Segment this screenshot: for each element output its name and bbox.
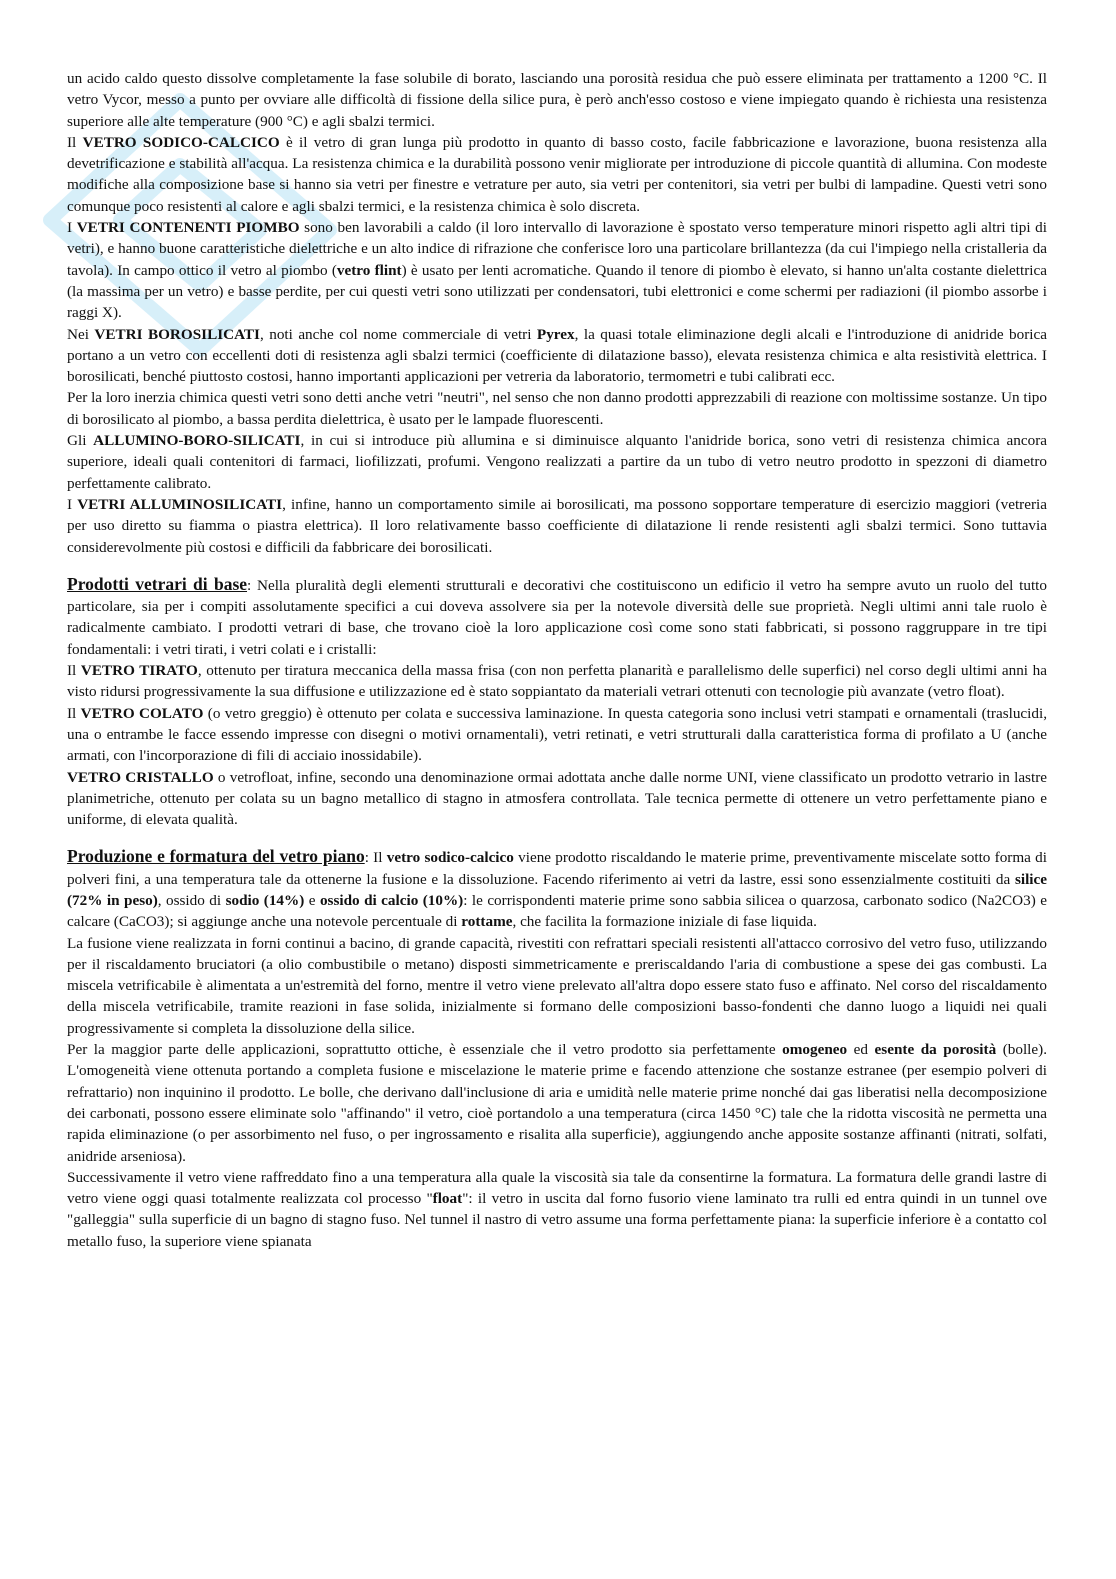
term-vetri-alluminosilicati: VETRI ALLUMINOSILICATI (77, 495, 283, 513)
paragraph-allumino-boro-silicati: Gli ALLUMINO-BORO-SILICATI, in cui si introduce più allumina e si diminuisce alquanto l'anidride borica, sono vetri di resistenza chimica ancora superiore, ideali quali contenitori di farmaci, liofilizzati, profumi. Vengono realizzati a partire da un tubo di vetro neutro prodotto in spezzoni di diametro perfettamente calibrato. (67, 432, 1047, 492)
heading-prodotti-vetrari: Prodotti vetrari di base (67, 573, 248, 594)
term-silice: silice (72% in peso) (67, 870, 1047, 909)
paragraph-sodico-calcico: Il VETRO SODICO-CALCICO è il vetro di gran lunga più prodotto in quanto di basso costo, facile fabbricazione e lavorazione, buona resistenza alla devetrificazione e stabilità all'acqua. La resistenza chimica e la durabilità possono venir migliorate per introduzione di piccole quantità di allumina. Con modeste modifiche alla composizione base si hanno sia vetri per finestre e vetrature per auto, sia vetri per contenitori, sia vetri per bulbi di lampadine. Questi vetri sono comunque poco resistenti al calore e agli sbalzi termici, e la resistenza chimica è solo discreta. (67, 133, 1047, 215)
paragraph-piombo: I VETRI CONTENENTI PIOMBO sono ben lavorabili a caldo (il loro intervallo di lavorazione è spostato verso temperature minori rispetto agli altri tipi di vetri), e hanno buone caratteristiche dielettriche e un alto indice di rifrazione che conferisce loro una particolare brillantezza (da cui l'impiego nella cristalleria da tavola). In campo ottico il vetro al piombo (vetro flint) è usato per lenti acromatiche. Quando il tenore di piombo è elevato, si hanno un'alta costante dielettrica (la massima per un vetro) e basse perdite, per cui questi vetri sono utilizzati per condensatori, tubi elettronici e come schermi per radiazioni (il piombo assorbe i raggi X). (67, 219, 1047, 322)
heading-produzione-formatura: Produzione e formatura del vetro piano (67, 846, 365, 867)
paragraph-vetri-neutri: Per la loro inerzia chimica questi vetri sono detti anche vetri "neutri", nel senso che non danno prodotti apprezzabili di reazione con moltissime sostanze. Un tipo di borosilicato al piombo, a bassa perdita dielettrica, è usato per le lampade fluorescenti. (67, 389, 1047, 428)
term-vetri-borosilicati: VETRI BOROSILICATI (94, 325, 260, 343)
term-sodio: sodio (14%) (225, 891, 305, 909)
paragraph-vetro-cristallo: VETRO CRISTALLO o vetrofloat, infine, secondo una denominazione ormai adottata anche dalle norme UNI, viene classificato un prodotto vetrario in lastre planimetriche, ottenuto per colata su un bagno metallico di stagno in atmosfera controllata. Tale tecnica permette di ottenere un vetro perfettamente piano e uniforme, di elevata qualità. (67, 768, 1047, 829)
term-vetro-flint: vetro flint (336, 261, 402, 279)
paragraph-omogeneita: Per la maggior parte delle applicazioni, soprattutto ottiche, è essenziale che il vetro prodotto sia perfettamente omogeneo ed esente da porosità (bolle). L'omogeneità viene ottenuta portando a completa fusione e miscelazione le materie prime e facendo attenzione che sostanze estranee (per esempio polveri di refrattario) non inquinino il prodotto. Le bolle, che derivano dall'inclusione di aria e umidità nelle materie prime nonché dai gas liberatisi nella decomposizione dei carbonati, possono essere eliminate solo "affinando" il vetro, cioè portandolo a una temperatura (circa 1450 °C) tale che la ridotta viscosità ne permetta una rapida eliminazione (o per assorbimento nel fuso, o per ingrossamento e risalita alla superficie), aggiungendo anche apposite sostanze affinanti (nitrati, solfati, anidride arseniosa). (67, 1041, 1048, 1165)
paragraph-alluminosilicati: I VETRI ALLUMINOSILICATI, infine, hanno un comportamento simile ai borosilicati, ma possono sopportare temperature di esercizio maggiori (vetreria per uso diretto su fiamma o piastra elettrica). Il loro relativamente basso coefficiente di dilatazione li rende resistenti agli sbalzi termici. Sono tuttavia considerevolmente più costosi e difficili da fabbricare dei borosilicati. (67, 495, 1047, 556)
term-rottame: rottame (461, 913, 513, 931)
term-vetro-colato: VETRO COLATO (80, 704, 204, 722)
term-allumino-boro-silicati: ALLUMINO-BORO-SILICATI (93, 432, 301, 450)
term-ossido-calcio: ossido di calcio (10%) (319, 891, 464, 909)
paragraph-vetro-tirato: Il VETRO TIRATO, ottenuto per tiratura meccanica della massa frisa (con non perfetta planarità e parallelismo delle superfici) nel corso degli ultimi anni ha visto ridursi progressivamente la sua diffusione e utilizzazione ed è stato soppiantato da materiali vetrari ottenuti con tecnologie più avanzate (vetro float). (67, 662, 1047, 701)
paragraph-float: Successivamente il vetro viene raffreddato fino a una temperatura alla quale la viscosità sia tale da consentirne la formatura. La formatura delle grandi lastre di vetro viene oggi quasi totalmente realizzata col processo "float": il vetro in uscita dal forno fusorio viene laminato tra rulli ed entra quindi in un tunnel ove "galleggia" sulla superficie di un bagno di stagno fuso. Nel tunnel il nastro di vetro assume una forma perfettamente piana: la superficie inferiore è a contatto col metallo fuso, la superiore viene spianata (67, 1168, 1047, 1250)
term-vetro-cristallo: VETRO CRISTALLO (67, 768, 214, 786)
paragraph-borosilicati: Nei VETRI BOROSILICATI, noti anche col nome commerciale di vetri Pyrex, la quasi totale eliminazione degli alcali e l'introduzione di anidride borica portano a un vetro con eccellenti doti di resistenza agli sbalzi termici (coefficiente di dilatazione basso), elevata resistenza chimica e alta resistività elettrica. I borosilicati, benché piuttosto costosi, hanno importanti applicazioni per vetreria da laboratorio, termometri e tubi calibrati ecc. (67, 325, 1047, 386)
term-float: float (432, 1190, 463, 1208)
term-pyrex: Pyrex (536, 325, 575, 343)
paragraph-vycor: un acido caldo questo dissolve completamente la fase solubile di borato, lasciando una porosità residua che può essere eliminata per trattamento a 1200 °C. Il vetro Vycor, messo a punto per ovviare alle difficoltà di fissione della silice pura, è però anch'esso costoso e viene impiegato quando è richiesta una resistenza superiore alle alte temperature (900 °C) e agli sbalzi termici. (67, 70, 1047, 130)
paragraph-vetro-colato: Il VETRO COLATO (o vetro greggio) è ottenuto per colata e successiva laminazione. In questa categoria sono inclusi vetri stampati e ornamentali (traslucidi, una o entrambe le facce essendo impresse con disegni o motivi ornamentali), vetri retinati, e vetri strutturali dalla caratteristica forma di profilato a U (anche armati, con l'incorporazione di fili di acciaio inossidabile). (67, 704, 1047, 765)
term-vetro-sodico-calcico-2: vetro sodico-calcico (386, 849, 514, 867)
term-vetro-sodico-calcico: VETRO SODICO-CALCICO (82, 133, 280, 151)
term-vetro-tirato: VETRO TIRATO (80, 662, 198, 680)
paragraph-fusione: La fusione viene realizzata in forni continui a bacino, di grande capacità, rivestiti con refrattari speciali resistenti all'attacco corrosivo del vetro fuso, utilizzando per il riscaldamento bruciatori (a olio combustibile o metano) disposti simmetricamente e preriscaldando l'aria di combustione a spese dei gas combusti. La miscela vetrificabile è alimentata a un'estremità del forno, mentre il vetro viene prelevato all'altra dopo essere stato fuso e affinato. Nel corso del riscaldamento della miscela vetrificabile, tramite reazioni in fase solida, inizialmente si formano delle composizioni basso-fondenti che danno luogo a liquidi nei quali progressivamente si completa la dissoluzione della silice. (67, 934, 1047, 1037)
term-vetri-piombo: VETRI CONTENENTI PIOMBO (76, 219, 300, 237)
term-omogeneo: omogeneo (782, 1041, 848, 1059)
term-esente-porosita: esente da porosità (874, 1041, 997, 1059)
document-body: un acido caldo questo dissolve completamente la fase solubile di borato, lasciando una porosità residua che può essere eliminata per trattamento a 1200 °C. Il vetro Vycor, messo a punto per ovviare alle difficoltà di fissione della silice pura, è però anch'esso costoso e viene impiegato quando è richiesta una resistenza superiore alle alte temperature (900 °C) e agli sbalzi termici. Il VETRO SODICO-CALCICO è il vetro di gran lunga più prodotto in quanto di basso costo, facile fabbricazione e lavorazione, buona resistenza alla devetrificazione e stabilità all'acqua. La resistenza chimica e la durabilità possono venir migliorate per introduzione di piccole quantità di allumina. Con modeste modifiche alla composizione base si hanno sia vetri per finestre e vetrature per auto, sia vetri per contenitori, sia vetri per bulbi di lampadine. Questi vetri sono comunque poco resistenti al calore e agli sbalzi termici, e la resistenza chimica è solo discreta. I VETRI CONTENENTI PIOMBO sono ben lavorabili a caldo (il loro intervallo di lavorazione è spostato verso temperature minori rispetto agli altri tipi di vetri), e hanno buone caratteristiche dielettriche e un alto indice di rifrazione che conferisce loro una particolare brillantezza (da cui l'impiego nella cristalleria da tavola). In campo ottico il vetro al piombo (vetro flint) è usato per lenti acromatiche. Quando il tenore di piombo è elevato, si hanno un'alta costante dielettrica (la massima per un vetro) e basse perdite, per cui questi vetri sono utilizzati per condensatori, tubi elettronici e come schermi per radiazioni (il piombo assorbe i raggi X). Nei VETRI BOROSILICATI, noti anche col nome commerciale di vetri Pyrex, la quasi totale eliminazione degli alcali e l'introduzione di anidride borica portano a un vetro con eccellenti doti di resistenza agli sbalzi termici (coefficiente di dilatazione basso), elevata resistenza chimica e alta resistività elettrica. I borosilicati, benché piuttosto costosi, hanno importanti applicazioni per vetreria da laboratorio, termometri e tubi calibrati ecc. Per la loro inerzia chimica questi vetri sono detti anche vetri "neutri", nel senso che non danno prodotti apprezzabili di reazione con moltissime sostanze. Un tipo di borosilicato al piombo, a bassa perdita dielettrica, è usato per le lampade fluorescenti. Gli ALLUMINO-BORO-SILICATI, in cui si introduce più allumina e si diminuisce alquanto l'anidride borica, sono vetri di resistenza chimica ancora superiore, ideali quali contenitori di farmaci, liofilizzati, profumi. Vengono realizzati a partire da un tubo di vetro neutro prodotto in spezzoni di diametro perfettamente calibrato. I VETRI ALLUMINOSILICATI, infine, hanno un comportamento simile ai borosilicati, ma possono sopportare temperature di esercizio maggiori (vetreria per uso diretto su fiamma o piastra elettrica). Il loro relativamente basso coefficiente di dilatazione li rende resistenti agli sbalzi termici. Sono tuttavia considerevolmente più costosi e difficili da fabbricare dei borosilicati. Prodotti vetrari di base: Nella pluralità degli elementi strutturali e decorativi che costituiscono un edificio il vetro ha sempre avuto un ruolo del tutto particolare, sia per i compiti assolutamente specifici a cui doveva assolvere sia per la notevole diversità delle sue proprietà. Negli ultimi anni tale ruolo è radicalmente cambiato. I prodotti vetrari di base, che trovano cioè la loro applicazione così come sono stati fabbricati, si possono raggruppare in tre tipi fondamentali: i vetri tirati, i vetri colati e i cristalli: Il VETRO TIRATO, ottenuto per tiratura meccanica della massa frisa (con non perfetta planarità e parallelismo delle superfici) nel corso degli ultimi anni ha visto ridursi progressivamente la sua diffusione e utilizzazione ed è stato soppiantato da materiali vetrari ottenuti con tecnologie più avanzate (vetro float). Il VETRO COLATO (o vetro greggio) è ottenuto per colata e successiva laminazione. In questa categoria sono inclusi vetri stampati e ornamentali (traslucidi, una o entrambe le facce essendo impresse con disegni o motivi ornamentali), vetri retinati, e vetri strutturali dalla caratteristica forma di profilato a U (anche armati, con l'incorporazione di fili di acciaio inossidabile). VETRO CRISTALLO o vetrofloat, infine, secondo una denominazione ormai adottata anche dalle norme UNI, viene classificato un prodotto vetrario in lastre planimetriche, ottenuto per colata su un bagno metallico di stagno in atmosfera controllata. Tale tecnica permette di ottenere un vetro perfettamente piano e uniforme, di elevata qualità. Produzione e formatura del vetro piano: Il vetro sodico-calcico viene prodotto riscaldando le materie prime, preventivamente miscelate sotto forma di polveri fini, a una temperatura tale da ottenerne la fusione e la dissoluzione. Facendo riferimento ai vetri da lastre, essi sono essenzialmente costituiti da silice (72% in peso), ossido di sodio (14%) e ossido di calcio (10%): le corrispondenti materie prime sono sabbia silicea o quarzosa, carbonato sodico (Na2CO3) e calcare (CaCO3); si aggiunge anche una notevole percentuale di rottame, che facilita la formazione iniziale di fase liquida. La fusione viene realizzata in forni continui a bacino, di grande capacità, rivestiti con refrattari speciali resistenti all'attacco corrosivo del vetro fuso, utilizzando per il riscaldamento bruciatori (a olio combustibile o metano) disposti simmetricamente e preriscaldando l'aria di combustione a spese dei gas combusti. La miscela vetrificabile è alimentata a un'estremità del forno, mentre il vetro viene prelevato all'altra dopo essere stato fuso e affinato. Nel corso del riscaldamento della miscela vetrificabile, tramite reazioni in fase solida, inizialmente si formano delle composizioni basso-fondenti che danno luogo a liquidi nei quali progressivamente si completa la dissoluzione della silice. Per la maggior parte delle applicazioni, soprattutto ottiche, è essenziale che il vetro prodotto sia perfettamente omogeneo ed esente da porosità (bolle). L'omogeneità viene ottenuta portando a completa fusione e miscelazione le materie prime e facendo attenzione che sostanze estranee (per esempio polveri di refrattario) non inquinino il prodotto. Le bolle, che derivano dall'inclusione di aria e umidità nelle materie prime nonché dai gas liberatisi nella decomposizione dei carbonati, possono essere eliminate solo "affinando" il vetro, cioè portandolo a una temperatura (circa 1450 °C) tale che la ridotta viscosità ne permetta una rapida eliminazione (o per assorbimento nel fuso, o per ingrossamento e risalita alla superficie), aggiungendo anche apposite sostanze affinanti (nitrati, solfati, anidride arseniosa). Successivamente il vetro viene raffreddato fino a una temperatura alla quale la viscosità sia tale da consentirne la formatura. La formatura delle grandi lastre di vetro viene oggi quasi totalmente realizzata col processo "float": il vetro in uscita dal forno fusorio viene laminato tra rulli ed entra quindi in un tunnel ove "galleggia" sulla superficie di un bagno di stagno fuso. Nel tunnel il nastro di vetro assume una forma perfettamente piana: la superficie inferiore è a contatto col metallo fuso, la superiore viene spianata (67, 68, 1047, 1252)
